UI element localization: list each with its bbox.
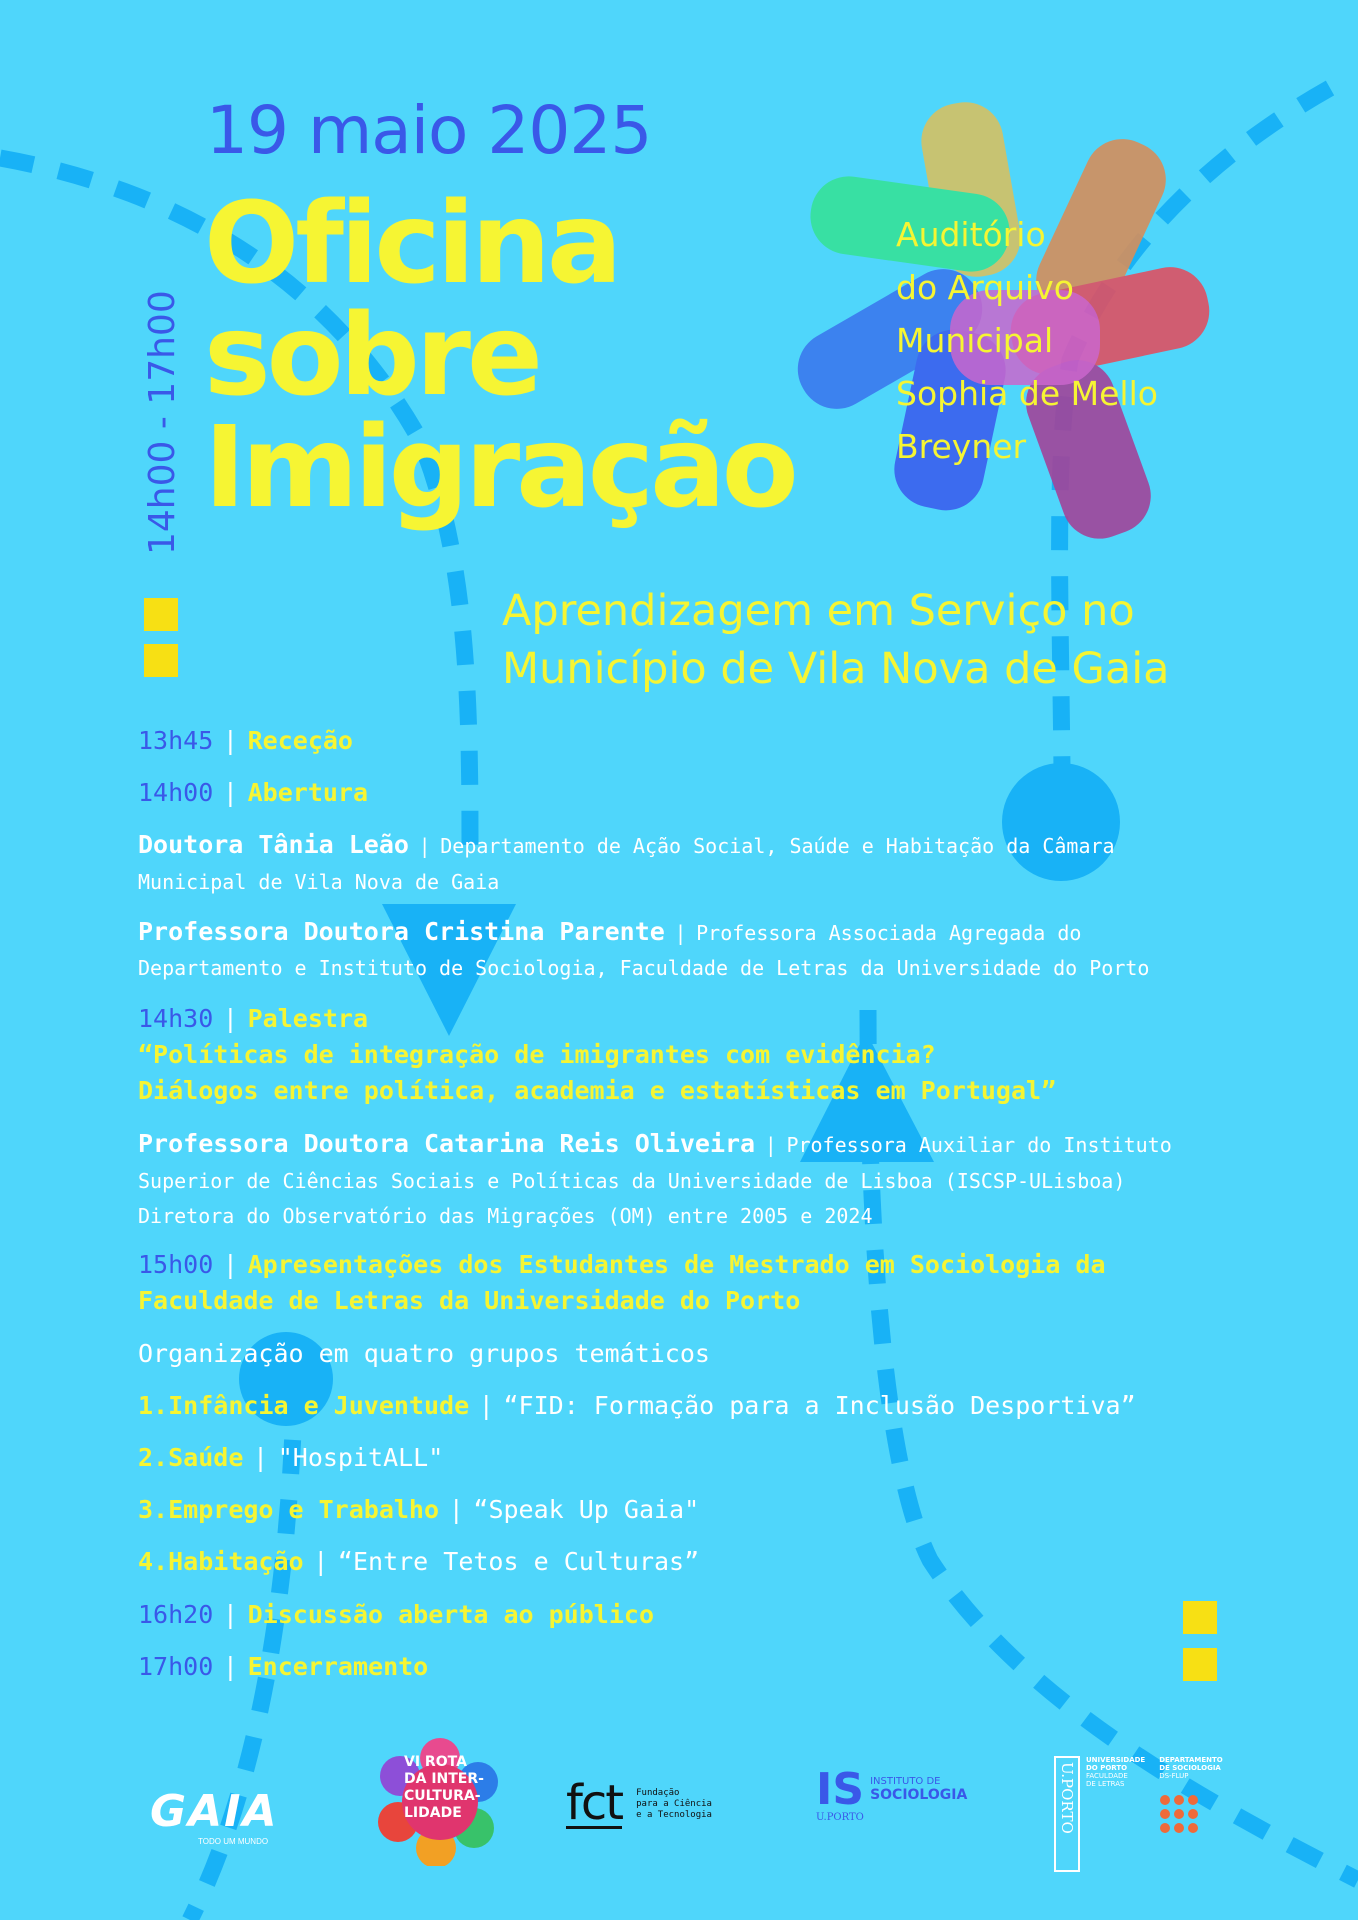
group-theme: Infância e Juventude (168, 1391, 470, 1420)
rota-logo-line: CULTURA- (404, 1788, 481, 1804)
group-item (138, 1495, 699, 1524)
speaker-role: Superior de Ciências Sociais e Políticas da Universidade de Lisboa (ISCSP-ULisboa) (138, 1169, 1126, 1193)
is-logo-mark: IS (816, 1764, 865, 1815)
item-label: Faculdade de Letras da Universidade do Porto (138, 1286, 801, 1315)
item-time: 13h45 (138, 726, 214, 755)
venue-line: Auditório (896, 215, 1046, 254)
uporto-logo-text: U.PORTO (1058, 1762, 1076, 1834)
speaker-role: Professora Auxiliar do Instituto (786, 1133, 1172, 1157)
fct-logo-line: para a Ciência (636, 1799, 712, 1809)
item-label: Palestra (247, 1004, 369, 1033)
groups-intro (138, 1339, 710, 1368)
group-project: “Speak Up Gaia" (473, 1495, 700, 1524)
item-label: Receção (247, 726, 353, 755)
rota-interculturalidade-logo (376, 1736, 504, 1866)
separator: | (313, 1547, 329, 1576)
group-theme: Saúde (168, 1443, 244, 1472)
item-time: 14h30 (138, 1004, 214, 1033)
uporto-logo (1054, 1756, 1223, 1872)
speaker-3-role-cont (138, 1204, 873, 1228)
rota-logo-line: LIDADE (404, 1805, 462, 1821)
gaia-logo (150, 1786, 279, 1846)
item-label: Discussão aberta ao público (247, 1600, 654, 1629)
uporto-logo-line: DE LETRAS (1086, 1780, 1125, 1788)
item-label: Apresentações dos Estudantes de Mestrado em Sociologia da (247, 1250, 1106, 1279)
separator: | (478, 1391, 494, 1420)
group-project: “FID: Formação para a Inclusão Desportiva” (503, 1391, 1136, 1420)
item-time: 14h00 (138, 778, 214, 807)
separator: | (448, 1495, 464, 1524)
is-logo-line: SOCIOLOGIA (870, 1787, 968, 1803)
venue-line: Municipal (896, 321, 1054, 360)
uporto-logo-line: UNIVERSIDADE (1086, 1756, 1146, 1764)
title-line-2: sobre (204, 291, 539, 421)
event-time-range: 14h00 - 17h00 (142, 290, 183, 555)
dept-logo-line: DEPARTAMENTO (1159, 1756, 1223, 1764)
speaker-role: Municipal de Vila Nova de Gaia (138, 870, 500, 894)
event-date: 19 maio 2025 (206, 92, 652, 169)
speaker-name: Professora Doutora Cristina Parente (138, 917, 665, 946)
venue-line: Sophia de Mello (896, 374, 1158, 413)
circle-right (1002, 763, 1120, 881)
dept-logo-line: DS-FLUP (1159, 1772, 1189, 1780)
lecture-title: “Políticas de integração de imigrantes com evidência? (138, 1040, 936, 1069)
page-title (204, 179, 795, 533)
lecture-title: Diálogos entre política, academia e estatísticas em Portugal” (138, 1076, 1057, 1105)
group-number: 2. (138, 1443, 169, 1472)
program-item-reception (138, 726, 353, 755)
speaker-2-role-cont (138, 956, 1149, 980)
group-item (138, 1391, 1136, 1420)
rota-logo-line: DA INTER- (404, 1771, 484, 1787)
lecture-quote-line-2 (138, 1076, 1056, 1105)
instituto-sociologia-logo (816, 1764, 968, 1823)
title-line-1: Oficina (204, 179, 619, 309)
speaker-3 (138, 1129, 1172, 1158)
fct-logo-line: Fundação (636, 1788, 680, 1798)
venue-line: do Arquivo (896, 268, 1074, 307)
lecture-quote-line-1 (138, 1040, 936, 1069)
gaia-logo-tagline: TODO UM MUNDO (198, 1837, 269, 1846)
group-project: “Entre Tetos e Culturas” (337, 1547, 700, 1576)
uporto-logo-line: FACULDADE (1086, 1772, 1128, 1780)
separator: | (253, 1443, 269, 1472)
is-logo-sub: U.PORTO (816, 1812, 864, 1823)
separator: | (222, 1652, 238, 1681)
separator: | (418, 834, 431, 858)
item-label: Abertura (247, 778, 369, 807)
speaker-1-role-cont (138, 870, 499, 894)
program-item-presentations (138, 1250, 1106, 1279)
subtitle (502, 582, 1170, 698)
separator: | (674, 921, 687, 945)
subtitle-line: Município de Vila Nova de Gaia (502, 644, 1170, 694)
item-time: 17h00 (138, 1652, 214, 1681)
separator: | (222, 1250, 238, 1279)
speaker-role: Departamento de Ação Social, Saúde e Habitação da Câmara (440, 834, 1115, 858)
is-logo-line: INSTITUTO DE (870, 1776, 941, 1787)
yellow-square-icon (144, 644, 178, 677)
program-item-closing (138, 1652, 428, 1681)
group-number: 3. (138, 1495, 169, 1524)
speaker-name: Doutora Tânia Leão (138, 830, 409, 859)
yellow-square-icon (1183, 1601, 1217, 1634)
yellow-square-icon (144, 598, 178, 631)
subtitle-line: Aprendizagem em Serviço no (502, 586, 1135, 636)
program-item-opening (138, 778, 368, 807)
uporto-logo-line: DO PORTO (1086, 1764, 1128, 1772)
group-theme: Emprego e Trabalho (168, 1495, 440, 1524)
uporto-logo-mark (1054, 1756, 1080, 1872)
item-label: Encerramento (247, 1652, 429, 1681)
group-theme: Habitação (168, 1547, 304, 1576)
speaker-2 (138, 917, 1081, 946)
group-number: 1. (138, 1391, 169, 1420)
separator: | (764, 1133, 777, 1157)
separator: | (222, 726, 238, 755)
groups-intro-text: Organização em quatro grupos temáticos (138, 1339, 710, 1368)
rota-logo-line: VI ROTA (404, 1754, 467, 1770)
speaker-role: Diretora do Observatório das Migrações (OM) entre 2005 e 2024 (138, 1204, 873, 1228)
speaker-role: Departamento e Instituto de Sociologia, Faculdade de Letras da Universidade do Porto (138, 956, 1150, 980)
speaker-role: Professora Associada Agregada do (696, 921, 1082, 945)
separator: | (222, 1600, 238, 1629)
group-project: "HospitALL" (277, 1443, 444, 1472)
dept-grid-icon (1159, 1794, 1199, 1834)
venue (896, 208, 1158, 473)
fct-logo-mark: fct (566, 1775, 623, 1831)
program-item-lecture (138, 1004, 368, 1033)
separator: | (222, 778, 238, 807)
separator: | (222, 1004, 238, 1033)
presentations-cont (138, 1286, 800, 1315)
speaker-1 (138, 830, 1115, 859)
title-line-3: Imigração (204, 403, 795, 533)
dept-logo-line: DE SOCIOLOGIA (1159, 1764, 1221, 1772)
yellow-square-icon (1183, 1648, 1217, 1681)
gaia-logo-text: GAIA (150, 1786, 279, 1837)
group-item (138, 1443, 443, 1472)
speaker-3-role-cont (138, 1169, 1125, 1193)
group-item (138, 1547, 699, 1576)
fct-logo-line: e a Tecnologia (636, 1810, 712, 1820)
speaker-name: Professora Doutora Catarina Reis Oliveira (138, 1129, 756, 1158)
group-number: 4. (138, 1547, 169, 1576)
fct-logo (566, 1775, 712, 1831)
program-item-discussion (138, 1600, 654, 1629)
venue-line: Breyner (896, 427, 1027, 466)
item-time: 16h20 (138, 1600, 214, 1629)
item-time: 15h00 (138, 1250, 214, 1279)
